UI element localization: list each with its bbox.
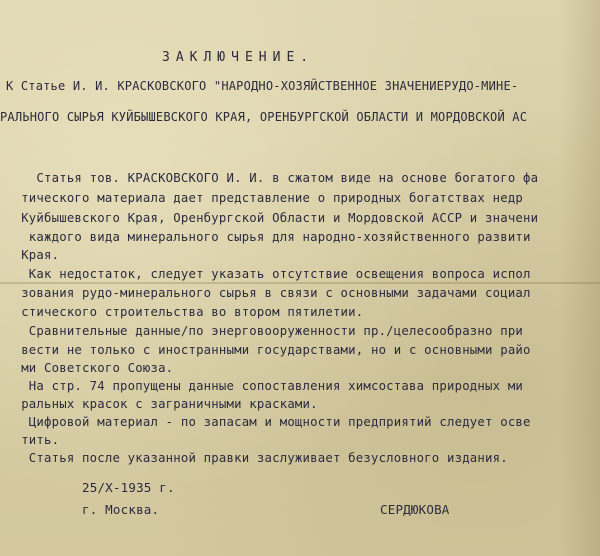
body-line: зования рудо-минерального сырья в связи с основными задачами социал [6,286,531,300]
body-line: Цифровой материал - по запасам и мощности предприятий следует осве [6,415,531,429]
body-line: тить. [6,433,60,447]
body-line: каждого вида минерального сырья для народно-хозяйственного развити [6,230,531,244]
body-line: ральных красок с заграничными красками. [6,397,318,411]
body-line: Статья тов. КРАСКОВСКОГО И. И. в сжатом виде на основе богатого фа [6,171,539,185]
document-date: 25/X-1935 г. [82,480,175,495]
signature: СЕРДЮКОВА [380,502,450,517]
body-line: На стр. 74 пропущены данные сопоставления химсостава природных ми [6,379,524,393]
body-line: Как недостаток, следует указать отсутствие освещения вопроса испол [6,267,531,281]
body-line: вести не только с иностранными государствами, но и с основными райо [6,343,531,357]
body-line: Куйбышевского Края, Оренбургской Области и Мордовской АССР и значени [6,211,539,225]
edge-stain [560,0,600,556]
body-line: Сравнительные данные/по энерговооруженности пр./целесообразно при [6,324,524,338]
document-place: г. Москва. [82,502,160,517]
body-line: стического строительства во втором пятилетии. [6,305,364,319]
document-title: ЗАКЛЮЧЕНИЕ. [162,50,315,65]
body-line: Края. [6,248,60,262]
body-line: Статья после указанной правки заслуживает безусловного издания. [6,451,508,465]
subtitle-line-1: К Статье И. И. КРАСКОВСКОГО "НАРОДНО-ХОЗЯЙСТВЕННОЕ ЗНАЧЕНИЕРУДО-МИНЕ- [6,79,519,93]
subtitle-line-2: РАЛЬНОГО СЫРЬЯ КУЙБЫШЕВСКОГО КРАЯ, ОРЕНБУРГСКОЙ ОБЛАСТИ И МОРДОВСКОЙ АС [0,110,528,124]
body-line: тического материала дает представление о природных богатствах недр [6,191,524,205]
paper-fold [0,282,600,284]
body-line: ми Советского Союза. [6,361,174,375]
